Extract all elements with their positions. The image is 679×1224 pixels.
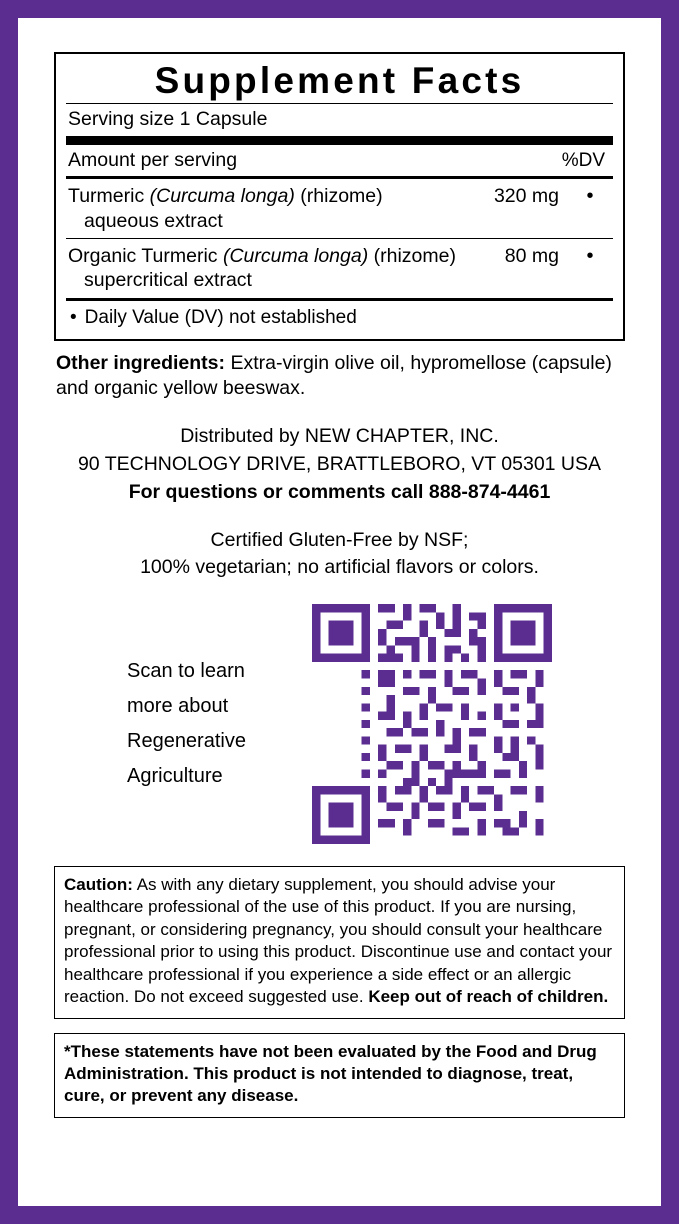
distributor-phone: For questions or comments call 888-874-4461 [128, 480, 551, 503]
distributor-line-1: Distributed by NEW CHAPTER, INC. [180, 425, 499, 448]
distributor-line-2: 90 TECHNOLOGY DRIVE, BRATTLEBORO, VT 05301 USA [77, 453, 602, 476]
nutrient-dv: • [586, 245, 594, 268]
amount-per-serving-header [66, 145, 613, 176]
table-row [66, 239, 613, 298]
nutrient-name-sub: supercritical extract [84, 269, 252, 292]
dv-footnote [66, 301, 613, 331]
other-ingredients-text: Extra-virgin olive oil, hypromellose (capsule) and organic yellow beeswax. [56, 351, 612, 400]
amount-per-serving-label: Amount per serving [68, 149, 238, 172]
dv-footnote-text: Daily Value (DV) not established [84, 306, 357, 328]
qr-code-icon[interactable] [312, 604, 552, 844]
disclaimer-text: *These statements have not been evaluated by the Food and Drug Administration. This product is not intended to diagnose, treat, cure, or prevent any disease. [64, 1041, 597, 1106]
page-title: Supplement Facts [154, 60, 525, 101]
distributor-block [54, 401, 625, 506]
nutrient-amount: 80 mg [504, 245, 559, 268]
label-inner [36, 36, 643, 1188]
nutrient-name-main: Organic Turmeric [68, 245, 218, 268]
qr-caption-line-4: Agriculture [127, 764, 223, 787]
supplement-facts-panel [54, 52, 625, 341]
qr-caption-line-3: Regenerative [127, 729, 246, 752]
other-ingredients [54, 341, 625, 402]
qr-block [54, 582, 625, 844]
divider-thick [66, 136, 613, 145]
qr-caption-line-1: Scan to learn [127, 659, 245, 682]
nutrient-name [68, 184, 467, 233]
percent-dv-label: %DV [561, 150, 605, 172]
certification-line-1: Certified Gluten-Free by NSF; [210, 528, 469, 551]
qr-caption-line-2: more about [127, 694, 229, 717]
table-row [66, 179, 613, 238]
nutrient-name-part: (rhizome) [373, 245, 456, 268]
serving-size: Serving size 1 Capsule [68, 107, 268, 130]
nutrient-name-latin: (Curcuma longa) [149, 185, 295, 208]
caution-label: Caution: [64, 874, 133, 894]
certification-line-2: 100% vegetarian; no artificial flavors or colors. [140, 556, 539, 579]
qr-caption [127, 654, 312, 794]
certifications-block [54, 507, 625, 582]
nutrient-name-part: (rhizome) [300, 185, 383, 208]
bullet-icon: • [70, 306, 77, 328]
nutrient-name-main: Turmeric [68, 185, 145, 208]
caution-bold-tail: Keep out of reach of children. [368, 987, 609, 1007]
nutrient-dv: • [586, 185, 594, 208]
nutrient-name [68, 244, 467, 293]
nutrient-amount: 320 mg [493, 185, 559, 208]
disclaimer-box [54, 1033, 625, 1118]
caution-text: As with any dietary supplement, you should advise your healthcare professional of the use of this product. If you are nursing, pregnant, or considering pregnancy, you should consult your healthcare professional prior to using this product. Discontinue use and contact your healthcare professional if you experience a side effect or an allergic reaction. Do not exceed suggested use. [64, 874, 613, 1007]
other-ingredients-label: Other ingredients: [56, 351, 226, 374]
caution-box [54, 866, 625, 1019]
nutrient-name-latin: (Curcuma longa) [222, 245, 369, 268]
nutrient-name-sub: aqueous extract [84, 209, 223, 232]
